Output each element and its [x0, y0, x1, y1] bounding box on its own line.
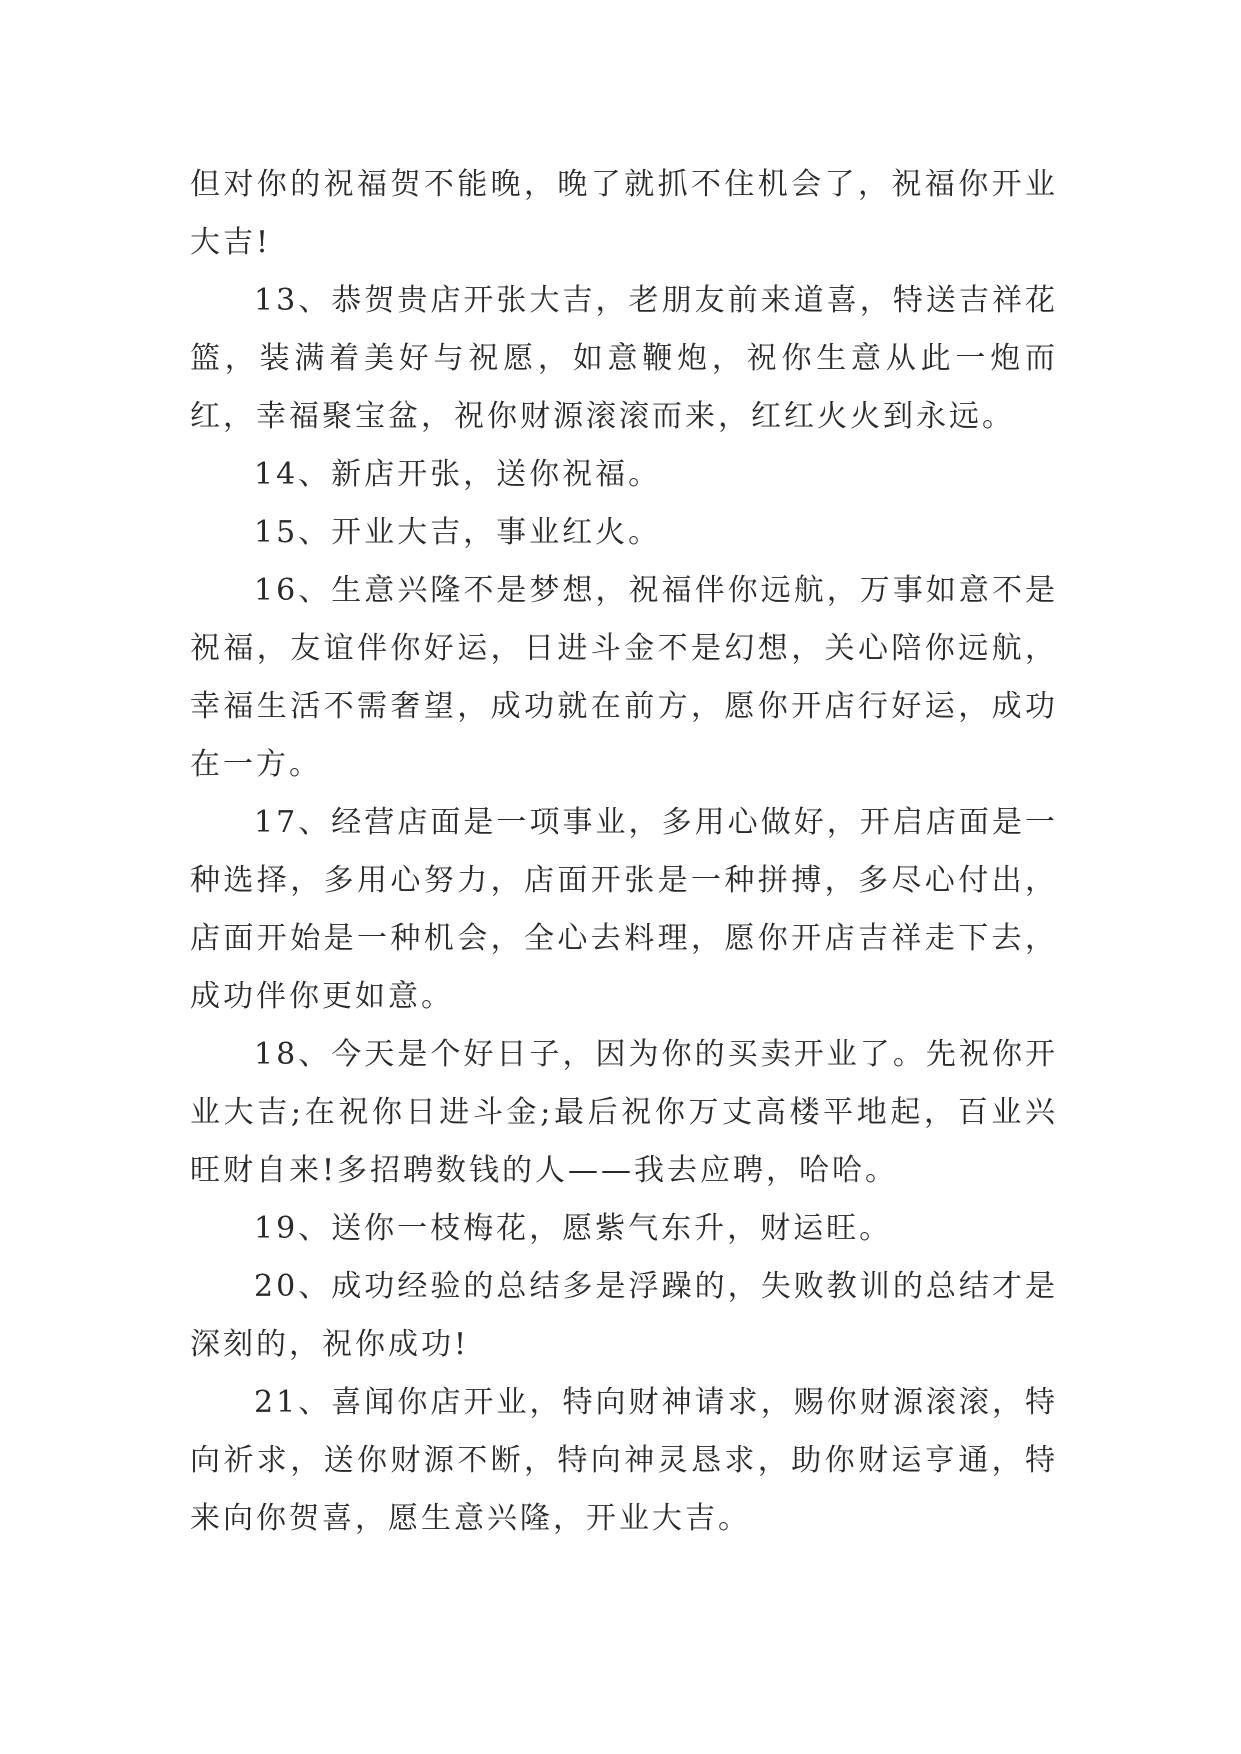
paragraph-21: 21、喜闻你店开业，特向财神请求，赐你财源滚滚，特向祈求，送你财源不断，特向神灵恳求，助你财运亨通，特来向你贺喜，愿生意兴隆，开业大吉。	[190, 1385, 1058, 1536]
paragraph-16: 16、生意兴隆不是梦想，祝福伴你远航，万事如意不是祝福，友谊伴你好运，日进斗金不是幻想，关心陪你远航，幸福生活不需奢望，成功就在前方，愿你开店行好运，成功在一方。	[190, 573, 1058, 782]
paragraph-15: 15、开业大吉，事业红火。	[254, 515, 662, 550]
paragraph-13: 13、恭贺贵店开张大吉，老朋友前来道喜，特送吉祥花篮，装满着美好与祝愿，如意鞭炮，祝你生意从此一炮而红，幸福聚宝盆，祝你财源滚滚而来，红红火火到永远。	[190, 283, 1058, 434]
paragraph-18: 18、今天是个好日子，因为你的买卖开业了。先祝你开业大吉;在祝你日进斗金;最后祝你万丈高楼平地起，百业兴旺财自来!多招聘数钱的人——我去应聘，哈哈。	[190, 1037, 1058, 1188]
paragraph-continuation: 但对你的祝福贺不能晚，晚了就抓不住机会了，祝福你开业大吉!	[190, 167, 1058, 260]
paragraph-17: 17、经营店面是一项事业，多用心做好，开启店面是一种选择，多用心努力，店面开张是一种拼搏，多尽心付出，店面开始是一种机会，全心去料理，愿你开店吉祥走下去，成功伴你更如意。	[190, 805, 1058, 1014]
paragraph-19: 19、送你一枝梅花，愿紫气东升，财运旺。	[254, 1211, 893, 1246]
document-body	[190, 156, 1058, 1548]
paragraph-20: 20、成功经验的总结多是浮躁的，失败教训的总结才是深刻的，祝你成功!	[190, 1269, 1058, 1362]
paragraph-14: 14、新店开张，送你祝福。	[254, 457, 662, 492]
